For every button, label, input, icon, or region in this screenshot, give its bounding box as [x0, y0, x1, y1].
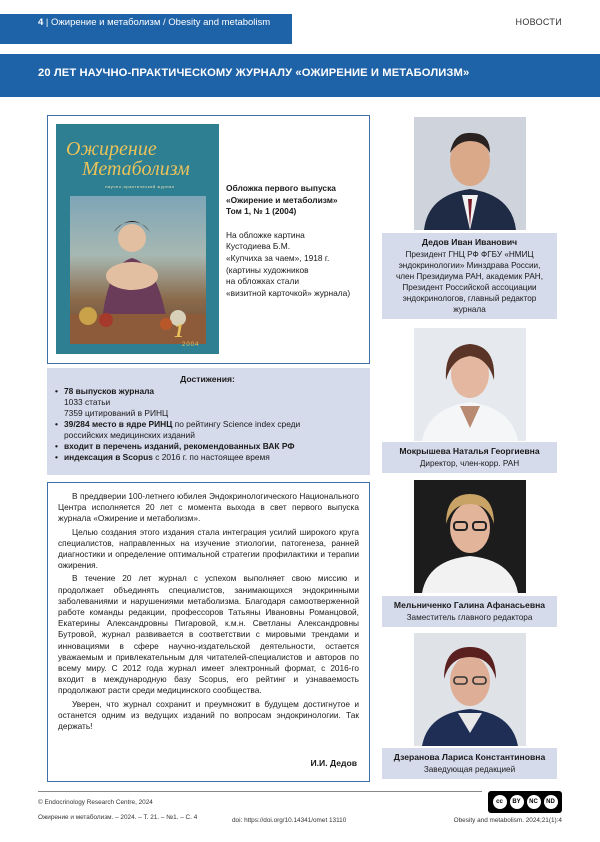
achievement-bold: индексация в Scopus	[64, 452, 153, 462]
page-number: 4	[38, 17, 44, 28]
journal-name: Ожирение и метаболизм / Obesity and metabolism	[51, 17, 271, 28]
cover-caption	[226, 183, 368, 299]
caption-title-line: «Ожирение и метаболизм»	[226, 194, 338, 205]
article-paragraph: В течение 20 лет журнал с успехом выполняет свою миссию и продолжает объединять специалистов, занимающихся эндокринными заболеваниями и нарушениями метаболизма. Благодаря самоотверженной работе команды редакции, профессоров Татьяны Ивановны Романцовой, Екатерины Александровны Пигаровой, к.м.н. Светланы Александровны Бутровой, журнал развивается в соответствии с мировыми трендами и инновациями в сфере научно-издательской деятельности, остается уважаемым и привлекательным для читателей-специалистов и авторов по всему миру. С 2012 года журнал имеет электронный формат, с 2016-го входит в международную базу Scopus, его рейтинг и узнаваемость продолжают расти среди медицинского сообщества.	[58, 573, 359, 696]
person-name: Дзеранова Лариса Константиновна	[393, 752, 546, 762]
person-name: Мокрышева Наталья Георгиевна	[399, 446, 540, 456]
person-role-line: Заведующая редакцией	[423, 765, 516, 774]
person-role-line: эндокринологии» Минздрава России,	[398, 261, 541, 270]
cover-issue-number: 1	[174, 320, 184, 342]
footer-divider	[38, 791, 482, 792]
person-name: Дедов Иван Иванович	[421, 237, 518, 247]
footer-left	[38, 798, 197, 822]
person-role-line: Президент ГНЦ РФ ФГБУ «НМИЦ	[405, 250, 534, 259]
person-card	[382, 442, 557, 473]
achievements-panel	[47, 368, 370, 475]
portrait-photo	[414, 633, 526, 746]
person-card	[382, 748, 557, 779]
achievement-item	[55, 419, 360, 430]
caption-title-line: Том 1, № 1 (2004)	[226, 206, 297, 217]
caption-note-line: на обложках стали	[226, 276, 300, 287]
nc-icon: NC	[527, 795, 541, 809]
achievement-bold: 78 выпусков журнала	[64, 386, 155, 396]
achievement-text: по рейтингу Science index среди	[172, 419, 301, 429]
achievements-title: Достижения:	[180, 374, 235, 384]
page-header	[0, 0, 600, 44]
caption-note-line: Кустодиева Б.М.	[226, 241, 291, 252]
person-role-line: Заместитель главного редактора	[406, 613, 533, 622]
cover-image	[56, 124, 219, 354]
cover-caption-note	[226, 230, 368, 300]
person-role-line: Директор, член-корр. РАН	[419, 459, 520, 468]
achievement-item	[55, 441, 360, 452]
person-card	[382, 233, 557, 319]
person-role-line: член Президиума РАН, академик РАН,	[396, 272, 543, 281]
cover-subtitle: научно-практический журнал	[105, 184, 175, 189]
cover-painting	[70, 196, 206, 344]
achievement-bold: входит в перечень изданий, рекомендованных ВАК РФ	[64, 441, 295, 451]
cc-icon: cc	[493, 795, 507, 809]
achievements-list	[55, 386, 360, 463]
person-role-line: Президент Российской ассоциации	[402, 283, 537, 292]
person-card	[382, 596, 557, 627]
caption-title-line: Обложка первого выпуска	[226, 183, 336, 193]
person-role-line: эндокринологов, главный редактор	[402, 294, 537, 303]
footer-copyright: © Endocrinology Research Centre, 2024	[38, 799, 153, 806]
article-paragraph: В преддверии 100-летнего юбилея Эндокринологического Национального Центра исполняется 20 лет с момента выхода в свет первого выпуска журнала «Ожирение и метаболизм».	[58, 491, 359, 524]
achievement-item	[55, 452, 360, 463]
article-title: 20 ЛЕТ НАУЧНО-ПРАКТИЧЕСКОМУ ЖУРНАЛУ «ОЖИРЕНИЕ И МЕТАБОЛИЗМ»	[38, 67, 470, 79]
title-banner	[0, 54, 600, 97]
person-role-line: журнала	[453, 305, 486, 314]
caption-note-line: «визитной карточкой» журнала)	[226, 287, 351, 298]
footer-citation-en: Obesity and metabolism. 2024;21(1):4	[453, 817, 562, 824]
cover-caption-title	[226, 183, 368, 218]
license-badge[interactable]	[488, 791, 562, 813]
header-journal-bar: 4 | Ожирение и метаболизм / Obesity and metabolism	[0, 14, 292, 44]
article-box	[47, 482, 370, 782]
rubric-label: НОВОСТИ	[515, 17, 562, 27]
cover-box	[47, 115, 370, 364]
achievement-subitem: 1033 статьи	[64, 397, 111, 407]
person-name: Мельниченко Галина Афанасьевна	[393, 600, 546, 610]
by-icon: BY	[510, 795, 524, 809]
achievement-subitem: 7359 цитирований в РИНЦ	[64, 408, 169, 418]
footer-citation: Ожирение и метаболизм. – 2024. – Т. 21. – №1. – С. 4	[38, 814, 198, 821]
achievement-subitem: российских медицинских изданий	[64, 430, 195, 440]
achievement-bold: 39/284 место в ядре РИНЦ	[64, 419, 173, 429]
article-signature: И.И. Дедов	[310, 757, 357, 768]
article-paragraph: Уверен, что журнал сохранит и преумножит в будущем достигнутое и останется одним из ведущих изданий по вопросам эндокринологии. Так держать!	[58, 698, 359, 732]
portrait-photo	[414, 328, 526, 441]
caption-note-line: На обложке картина	[226, 229, 305, 240]
cover-issue-year: 2004	[182, 342, 200, 348]
achievement-item	[55, 386, 360, 397]
portrait-photo	[414, 480, 526, 593]
nd-icon: ND	[544, 795, 558, 809]
footer-doi: doi: https://doi.org/10.14341/omet 13110	[232, 817, 347, 824]
cover-logo-line2: Метаболизм	[82, 158, 190, 180]
portrait-photo	[414, 117, 526, 230]
article-paragraph: Целью создания этого издания стала интеграция усилий широкого круга специалистов, направленных на изучение этиологии, патогенеза, ранней диагностики и определение оптимальной стратегии профилактики и терапии ожирения.	[58, 526, 359, 571]
caption-note-line: «Купчиха за чаем», 1918 г.	[226, 252, 330, 263]
achievement-text: с 2016 г. по настоящее время	[152, 452, 270, 462]
cover-logo-line1: Ожирение	[66, 138, 157, 160]
caption-note-line: (картины художников	[226, 264, 309, 275]
